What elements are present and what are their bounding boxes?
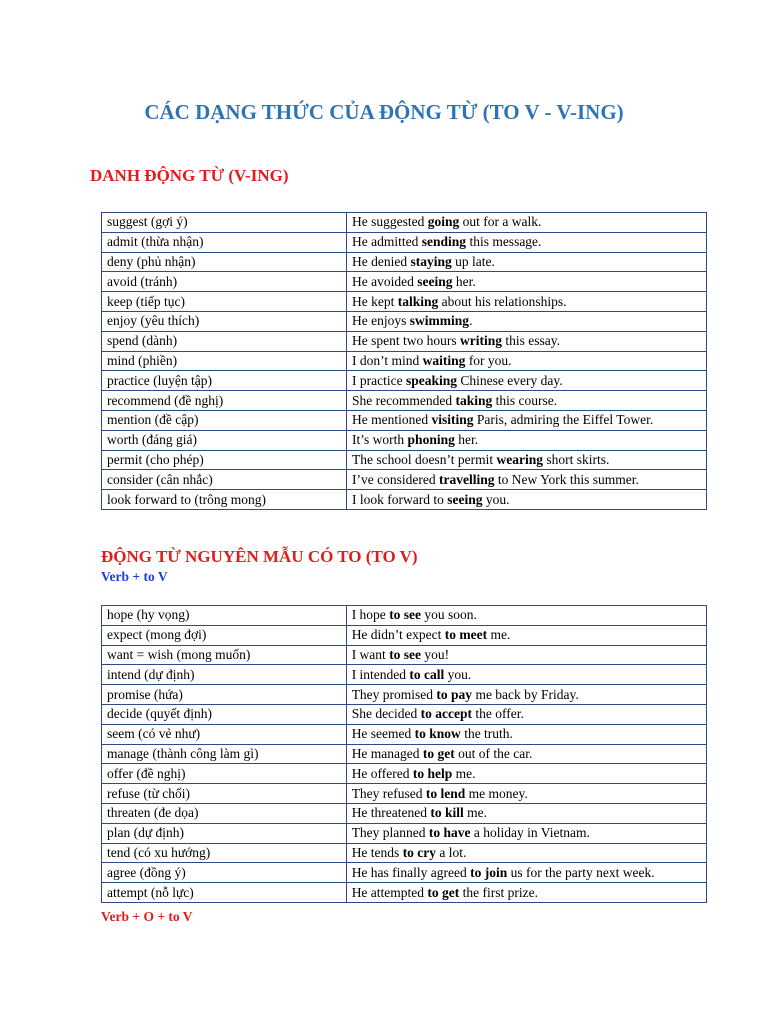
verb-cell: attempt (nỗ lực) [102, 883, 347, 903]
table-row [102, 331, 707, 351]
example-text-after: the offer. [472, 706, 524, 722]
example-text-after: this message. [466, 234, 542, 250]
example-cell [347, 371, 707, 391]
example-text-after: out for a walk. [459, 214, 542, 230]
example-text-after: to New York this summer. [494, 471, 639, 487]
table-row [102, 784, 707, 804]
example-text-after: out of the car. [454, 745, 533, 761]
example-text-before: He managed [351, 745, 423, 761]
verb-cell: enjoy (yêu thích) [102, 311, 347, 331]
table-row [102, 863, 707, 883]
verb-cell: offer (đề nghị) [102, 764, 347, 784]
verb-cell: admit (thừa nhận) [102, 232, 347, 252]
table-row [102, 351, 707, 371]
subheading-verb-o-to-v: Verb + O + to V [101, 909, 193, 924]
table-row [102, 803, 707, 823]
verb-cell: intend (dự định) [102, 665, 347, 685]
table-row [102, 606, 707, 626]
table-row [102, 645, 707, 665]
example-cell [347, 252, 707, 272]
example-text-after: . [469, 313, 473, 329]
example-text-before: She recommended [352, 392, 456, 408]
example-verb-form: to call [409, 666, 445, 682]
verb-cell: decide (quyết định) [102, 704, 347, 724]
example-text-after: me back by Friday. [472, 686, 579, 702]
example-cell [346, 665, 706, 685]
example-text-before: He avoided [352, 273, 418, 289]
example-cell [346, 606, 706, 626]
example-text-before: He admitted [352, 234, 422, 250]
verb-cell: mind (phiền) [102, 351, 347, 371]
example-cell [347, 351, 707, 371]
example-verb-form: visiting [431, 412, 474, 428]
example-text-before: He attempted [351, 884, 428, 900]
table-row [102, 450, 707, 470]
example-cell [346, 843, 706, 863]
example-cell [346, 645, 706, 665]
example-verb-form: to pay [436, 686, 473, 702]
example-text-before: He threatened [351, 805, 431, 821]
example-cell [346, 803, 706, 823]
example-text-before: I intended [351, 666, 410, 682]
example-text-after: me. [452, 765, 476, 781]
example-text-before: I want [351, 646, 390, 662]
example-cell [347, 292, 707, 312]
example-cell [347, 490, 707, 510]
verb-cell: want = wish (mong muốn) [102, 645, 347, 665]
verb-cell: tend (có xu hướng) [102, 843, 347, 863]
example-verb-form: swimming [409, 313, 470, 329]
example-verb-form: to get [422, 745, 455, 761]
example-text-before: He kept [352, 293, 398, 309]
table-row [102, 665, 707, 685]
example-cell [346, 883, 706, 903]
example-text-before: He spent two hours [352, 333, 461, 349]
example-cell [346, 764, 706, 784]
example-verb-form: writing [460, 333, 503, 349]
verb-cell: consider (cân nhắc) [102, 470, 347, 490]
example-verb-form: to accept [420, 706, 473, 722]
page-title: CÁC DẠNG THỨC CỦA ĐỘNG TỪ (TO V - V-ING) [144, 100, 624, 124]
example-text-after: us for the party next week. [507, 864, 655, 880]
example-text-after: short skirts. [543, 451, 610, 467]
example-text-before: He has finally agreed [351, 864, 471, 880]
example-cell [346, 784, 706, 804]
example-verb-form: to cry [402, 844, 437, 860]
example-text-after: a holiday in Vietnam. [470, 825, 590, 841]
example-text-before: He tends [351, 844, 403, 860]
verb-cell: expect (mong đợi) [102, 625, 347, 645]
example-verb-form: seeing [447, 491, 483, 507]
table-row [102, 410, 707, 430]
example-cell [346, 744, 706, 764]
table-row [102, 470, 707, 490]
example-text-before: He enjoys [352, 313, 410, 329]
example-cell [347, 213, 707, 233]
example-verb-form: to know [414, 726, 461, 742]
table-row [102, 685, 707, 705]
example-verb-form: to see [389, 646, 422, 662]
example-text-after: for you. [465, 352, 512, 368]
table-row [102, 213, 707, 233]
example-cell [346, 625, 706, 645]
example-verb-form: sending [421, 234, 467, 250]
verb-cell: avoid (tránh) [102, 272, 347, 292]
example-text-before: They refused [351, 785, 426, 801]
verb-cell: suggest (gợi ý) [102, 213, 347, 233]
example-verb-form: phoning [407, 432, 455, 448]
example-cell [346, 724, 706, 744]
example-text-before: He denied [352, 253, 411, 269]
example-text-after: about his relationships. [438, 293, 567, 309]
table-row [102, 744, 707, 764]
verb-cell: worth (đáng giá) [102, 430, 347, 450]
example-cell [347, 410, 707, 430]
example-text-after: me. [487, 627, 511, 643]
example-text-after: you! [421, 646, 450, 662]
table-row [102, 391, 707, 411]
example-text-before: He didn’t expect [351, 627, 445, 643]
example-text-after: a lot. [436, 844, 467, 860]
verb-cell: plan (dự định) [102, 823, 347, 843]
example-verb-form: speaking [406, 372, 458, 388]
verb-cell: agree (đồng ý) [102, 863, 347, 883]
example-text-before: He offered [351, 765, 413, 781]
example-text-after: the first prize. [459, 884, 539, 900]
example-text-before: I don’t mind [352, 352, 423, 368]
gerund-table [101, 212, 707, 510]
table-row [102, 272, 707, 292]
verb-cell: permit (cho phép) [102, 450, 347, 470]
section-heading-infinitive: ĐỘNG TỪ NGUYÊN MẪU CÓ TO (TO V) [101, 547, 418, 566]
example-text-after: you. [482, 491, 510, 507]
table-row [102, 232, 707, 252]
example-cell [347, 311, 707, 331]
example-text-after: you soon. [421, 607, 477, 623]
infinitive-table [101, 605, 707, 903]
verb-cell: refuse (từ chối) [102, 784, 347, 804]
example-text-before: They planned [351, 825, 429, 841]
example-text-before: It’s worth [352, 432, 408, 448]
table-row [102, 292, 707, 312]
example-cell [347, 331, 707, 351]
example-cell [347, 430, 707, 450]
example-verb-form: to get [427, 884, 460, 900]
example-text-before: He seemed [351, 726, 415, 742]
example-verb-form: to join [470, 864, 508, 880]
table-row [102, 823, 707, 843]
table-row [102, 311, 707, 331]
verb-cell: seem (có vẻ như) [102, 724, 347, 744]
example-cell [346, 823, 706, 843]
section-heading-gerund: DANH ĐỘNG TỪ (V-ING) [90, 166, 289, 185]
example-cell [347, 232, 707, 252]
table-row [102, 883, 707, 903]
verb-cell: promise (hứa) [102, 685, 347, 705]
example-text-after: you. [444, 666, 472, 682]
verb-cell: manage (thành công làm gì) [102, 744, 347, 764]
example-verb-form: wearing [496, 451, 544, 467]
table-row [102, 371, 707, 391]
example-text-before: She decided [351, 706, 421, 722]
example-cell [346, 685, 706, 705]
table-row [102, 625, 707, 645]
example-text-after: me. [463, 805, 488, 821]
verb-cell: mention (đề cập) [102, 410, 347, 430]
example-text-before: The school doesn’t permit [352, 451, 497, 467]
example-verb-form: to see [389, 607, 422, 623]
verb-cell: threaten (đe dọa) [102, 803, 347, 823]
verb-cell: look forward to (trông mong) [102, 490, 347, 510]
example-text-after: up late. [451, 253, 495, 269]
example-text-before: They promised [351, 686, 437, 702]
example-text-after: me money. [465, 785, 528, 801]
example-verb-form: waiting [422, 352, 466, 368]
example-verb-form: seeing [417, 273, 453, 289]
example-cell [347, 272, 707, 292]
verb-cell: keep (tiếp tục) [102, 292, 347, 312]
example-text-after: her. [452, 273, 476, 289]
table-row [102, 764, 707, 784]
example-verb-form: to meet [444, 627, 488, 643]
example-text-before: I hope [351, 607, 390, 623]
example-verb-form: taking [455, 392, 493, 408]
example-text-before: He mentioned [352, 412, 432, 428]
example-cell [346, 704, 706, 724]
example-cell [347, 391, 707, 411]
subheading-verb-to-v: Verb + to V [101, 569, 168, 584]
table-row [102, 490, 707, 510]
verb-cell: deny (phủ nhận) [102, 252, 347, 272]
example-verb-form: talking [397, 293, 439, 309]
example-verb-form: to have [428, 825, 471, 841]
table-row [102, 704, 707, 724]
example-text-after: the truth. [460, 726, 513, 742]
example-text-before: I look forward to [352, 491, 448, 507]
example-cell [347, 470, 707, 490]
table-row [102, 430, 707, 450]
example-text-after: Paris, admiring the Eiffel Tower. [473, 412, 654, 428]
example-verb-form: to help [412, 765, 453, 781]
example-text-before: I practice [352, 372, 407, 388]
example-text-after: her. [454, 432, 479, 448]
example-text-after: this course. [492, 392, 558, 408]
table-row [102, 724, 707, 744]
verb-cell: recommend (đề nghị) [102, 391, 347, 411]
example-text-before: I’ve considered [352, 471, 440, 487]
example-verb-form: to lend [425, 785, 466, 801]
example-verb-form: staying [410, 253, 452, 269]
example-text-before: He suggested [352, 214, 428, 230]
example-cell [347, 450, 707, 470]
table-row [102, 252, 707, 272]
example-cell [346, 863, 706, 883]
table-row [102, 843, 707, 863]
verb-cell: spend (dành) [102, 331, 347, 351]
verb-cell: practice (luyện tập) [102, 371, 347, 391]
example-verb-form: travelling [439, 471, 495, 487]
example-text-after: this essay. [502, 333, 561, 349]
example-verb-form: going [427, 214, 460, 230]
verb-cell: hope (hy vọng) [102, 606, 347, 626]
example-text-after: Chinese every day. [457, 372, 563, 388]
example-verb-form: to kill [430, 805, 464, 821]
